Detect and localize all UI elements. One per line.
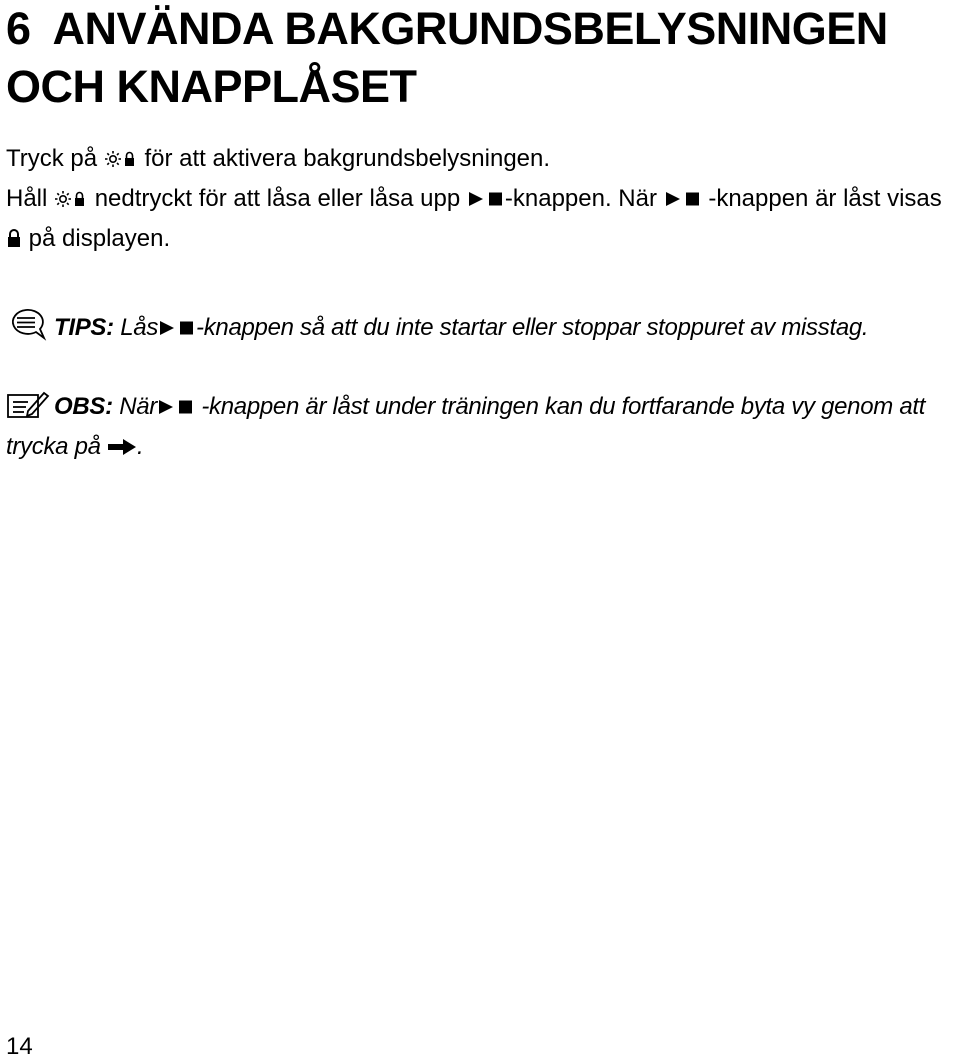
paragraph-backlight: [6, 140, 956, 180]
page-number: 14: [6, 1033, 33, 1060]
start-stop-button-icon: [157, 392, 195, 426]
obs-label: OBS:: [54, 393, 113, 420]
tips-speech-bubble-icon: [6, 307, 50, 351]
para2-text-1: Håll: [6, 185, 48, 212]
tips-text-2: -knappen så att du inte startar eller stoppar stoppuret av misstag.: [196, 314, 869, 341]
tips-note: [6, 307, 956, 351]
para2-text-5: på displayen.: [28, 225, 171, 252]
obs-text-3: .: [137, 433, 144, 460]
note-pencil-icon: [6, 390, 50, 430]
heading-line-2: OCH KNAPPLÅSET: [6, 61, 417, 112]
obs-text-2: -knappen är låst under träningen kan du fortfarande byta vy genom att trycka på: [6, 393, 926, 460]
lock-icon: [6, 222, 22, 260]
section-heading: [6, 0, 956, 116]
start-stop-button-icon: [158, 313, 196, 347]
tips-label: TIPS:: [54, 314, 114, 341]
obs-text-1: När: [119, 393, 157, 420]
paragraph-keylock: [6, 180, 956, 260]
para2-text-2: nedtryckt för att låsa eller låsa upp: [94, 185, 461, 212]
light-lock-button-icon: [54, 182, 88, 220]
para2-text-3: -knappen. När: [504, 185, 657, 212]
para1-text-2: för att aktivera bakgrundsbelysningen.: [144, 145, 551, 172]
tips-text-1: Lås: [120, 314, 159, 341]
section-number: 6: [6, 3, 31, 54]
heading-line-1: ANVÄNDA BAKGRUNDSBELYSNINGEN: [52, 3, 888, 54]
obs-note: [6, 390, 956, 466]
next-view-arrow-icon: [107, 432, 137, 466]
start-stop-button-icon: [664, 182, 702, 220]
para1-text-1: Tryck på: [6, 145, 98, 172]
para2-text-4: -knappen är låst visas: [708, 185, 942, 212]
start-stop-button-icon: [467, 182, 505, 220]
light-lock-button-icon: [104, 142, 138, 180]
